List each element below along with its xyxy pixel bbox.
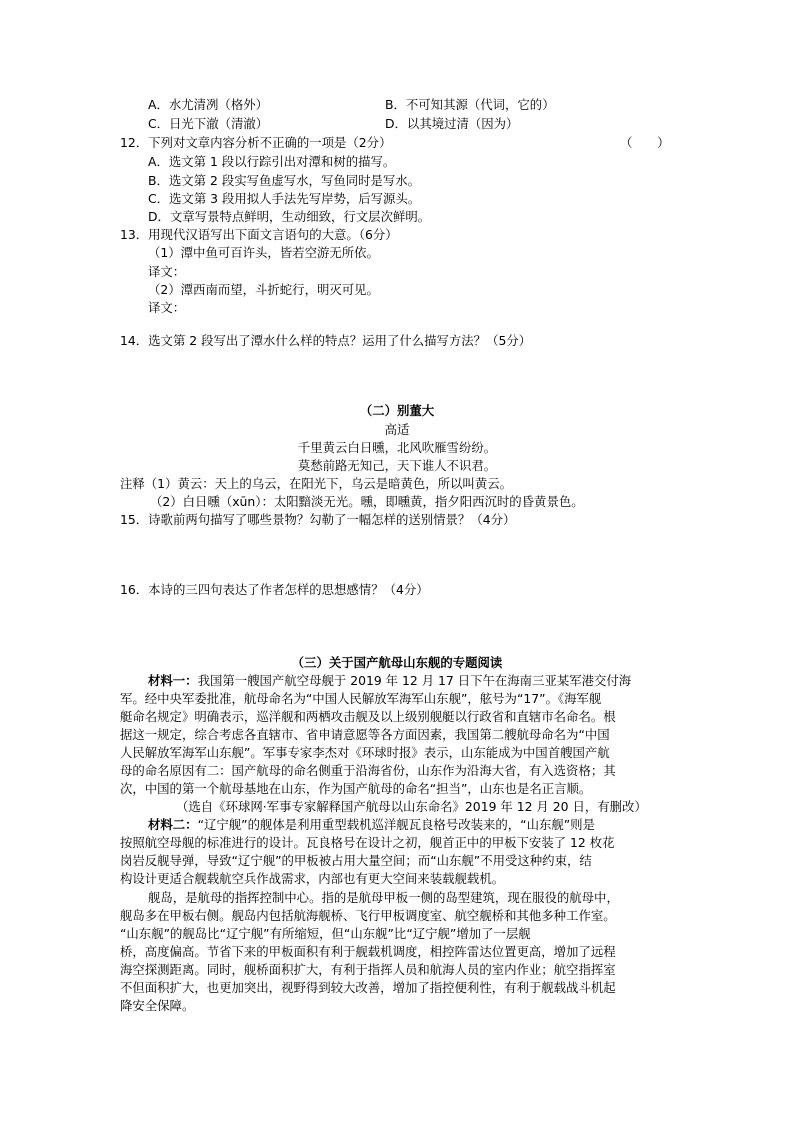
q13-sentence-2: （2）潭西南而望，斗折蛇行，明灭可见。 — [148, 282, 379, 297]
material-2-line: 按照航空母舰的标准进行的设计。瓦良格号在设计之初，舰首正中的甲板下安装了 12 枚花 — [120, 835, 615, 850]
material-2-label: 材料二： — [148, 817, 198, 832]
paragraph-3-line: 桥，高度偏高。节省下来的甲板面积有利于舰载机调度，相控阵雷达位置更高，增加了远程 — [120, 944, 616, 959]
material-1-line: 据这一规定，综合考虑各直辖市、省申请意愿等各方面因素，我国第二艘航母命名为“中国 — [120, 727, 610, 742]
poem-author: 高适 — [384, 422, 410, 437]
q14-stem: 14．选文第 2 段写出了潭水什么样的特点？运用了什么描写方法？（5分） — [120, 333, 532, 348]
q12-stem: 12．下列对文章内容分析不正确的一项是（2分） — [120, 135, 392, 150]
poem-line-1: 千里黄云白日曛，北风吹雁雪纷纷。 — [297, 440, 497, 455]
material-2-line: “辽宁舰”的舰体是利用重型载机巡洋舰瓦良格号改装来的，“山东舰”则是 — [197, 817, 595, 832]
material-1-line: 艇命名规定》明确表示，巡洋舰和两栖攻击舰及以上级别舰艇以行政省和直辖市名命名。根 — [120, 709, 616, 724]
poem-line-2: 莫愁前路无知己，天下谁人不识君。 — [297, 458, 497, 473]
q13-sentence-1: （1）潭中鱼可百许头，皆若空游无所依。 — [148, 245, 379, 260]
material-1-line: 军。经中央军委批准，航母命名为“中国人民解放军海军山东舰”，舷号为“17”。《海军舰 — [120, 691, 602, 706]
material-1-line: 母的命名原因有二：国产航母的命名侧重于沿海省份，山东作为沿海大省，有入选资格；其 — [120, 763, 616, 778]
q11-option-c: C．日光下澈（清澈） — [148, 116, 269, 131]
reading-title: （三）关于国产航母山东舰的专题阅读 — [291, 655, 503, 670]
q11-option-b: B．不可知其源（代词，它的） — [385, 97, 555, 112]
q12-option-d: D．文章写景特点鲜明，生动细致，行文层次鲜明。 — [148, 209, 431, 224]
q13-stem: 13．用现代汉语写出下面文言语句的大意。（6分） — [120, 227, 398, 242]
paragraph-3-line: “山东舰”的舰岛比“辽宁舰”有所缩短，但“山东舰”比“辽宁舰”增加了一层舰 — [120, 926, 531, 941]
poem-note-2: （2）白日曛（xūn）：太阳黯淡无光。曛，即曛黄，指夕阳西沉时的昏黄景色。 — [150, 494, 584, 509]
material-1-line: 人民解放军海军山东舰”。军事专家李杰对《环球时报》表示，山东能成为中国首艘国产航 — [120, 745, 610, 760]
paragraph-3-line: 不但面积扩大，也更加突出，视野得到较大改善，增加了指控便利性，有利于舰载战斗机起 — [120, 980, 616, 995]
q13-translation-2-label: 译文： — [148, 300, 186, 315]
q15-stem: 15．诗歌前两句描写了哪些景物？勾勒了一幅怎样的送别情景？（4分） — [120, 512, 516, 527]
paragraph-3-line: 降安全保障。 — [120, 998, 195, 1013]
poem-note-1: 注释（1）黄云：天上的乌云，在阳光下，乌云是暗黄色，所以叫黄云。 — [120, 476, 512, 491]
material-2-first-line — [148, 816, 595, 833]
material-1-line: 我国第一艘国产航空母舰于 2019 年 12 月 17 日下午在海南三亚某军港交付海 — [197, 673, 632, 688]
q11-option-d: D．以其境过清（因为） — [385, 116, 519, 131]
q13-translation-1-label: 译文： — [148, 264, 186, 279]
q12-answer-paren: （ ） — [620, 135, 670, 150]
paragraph-3-line: 舰岛，是航母的指挥控制中心。指的是航母甲板一侧的岛型建筑，现在服役的航母中， — [148, 890, 619, 905]
material-2-line: 构设计更适合舰载航空兵作战需求，内部也有更大空间来装载舰载机。 — [120, 871, 505, 886]
q12-option-a: A．选文第 1 段以行踪引出对潭和树的描写。 — [148, 154, 396, 169]
material-2-line: 岗岩反舰导弹，导致“辽宁舰”的甲板被占用大量空间；而“山东舰”不用受这种约束，结 — [120, 853, 592, 868]
paragraph-3-line: 海空探测距离。同时，舰桥面积扩大，有利于指挥人员和航海人员的室内作业；航空指挥室 — [120, 962, 616, 977]
material-1-line: 次，中国的第一个航母基地在山东，作为国产航母的命名“担当”，山东也是名正言顺。 — [120, 781, 592, 796]
poem-title: （二）别董大 — [359, 403, 435, 418]
q16-stem: 16．本诗的三四句表达了作者怎样的思想感情？（4分） — [120, 582, 429, 597]
material-1-source: （选自《环球网·军事专家解释国产航母以山东命名》2019 年 12 月 20 日，有删改） — [176, 799, 647, 814]
q12-option-c: C．选文第 3 段用拟人手法先写岸势，后写源头。 — [148, 191, 421, 206]
q11-option-a: A．水尤清冽（格外） — [148, 97, 268, 112]
material-1-label: 材料一： — [148, 673, 198, 688]
paragraph-3-line: 舰岛多在甲板右侧。舰岛内包括航海舰桥、飞行甲板调度室、航空舰桥和其他多种工作室。 — [120, 908, 616, 923]
material-1-first-line — [148, 672, 631, 689]
q12-option-b: B．选文第 2 段实写鱼虚写水，写鱼同时是写水。 — [148, 173, 421, 188]
